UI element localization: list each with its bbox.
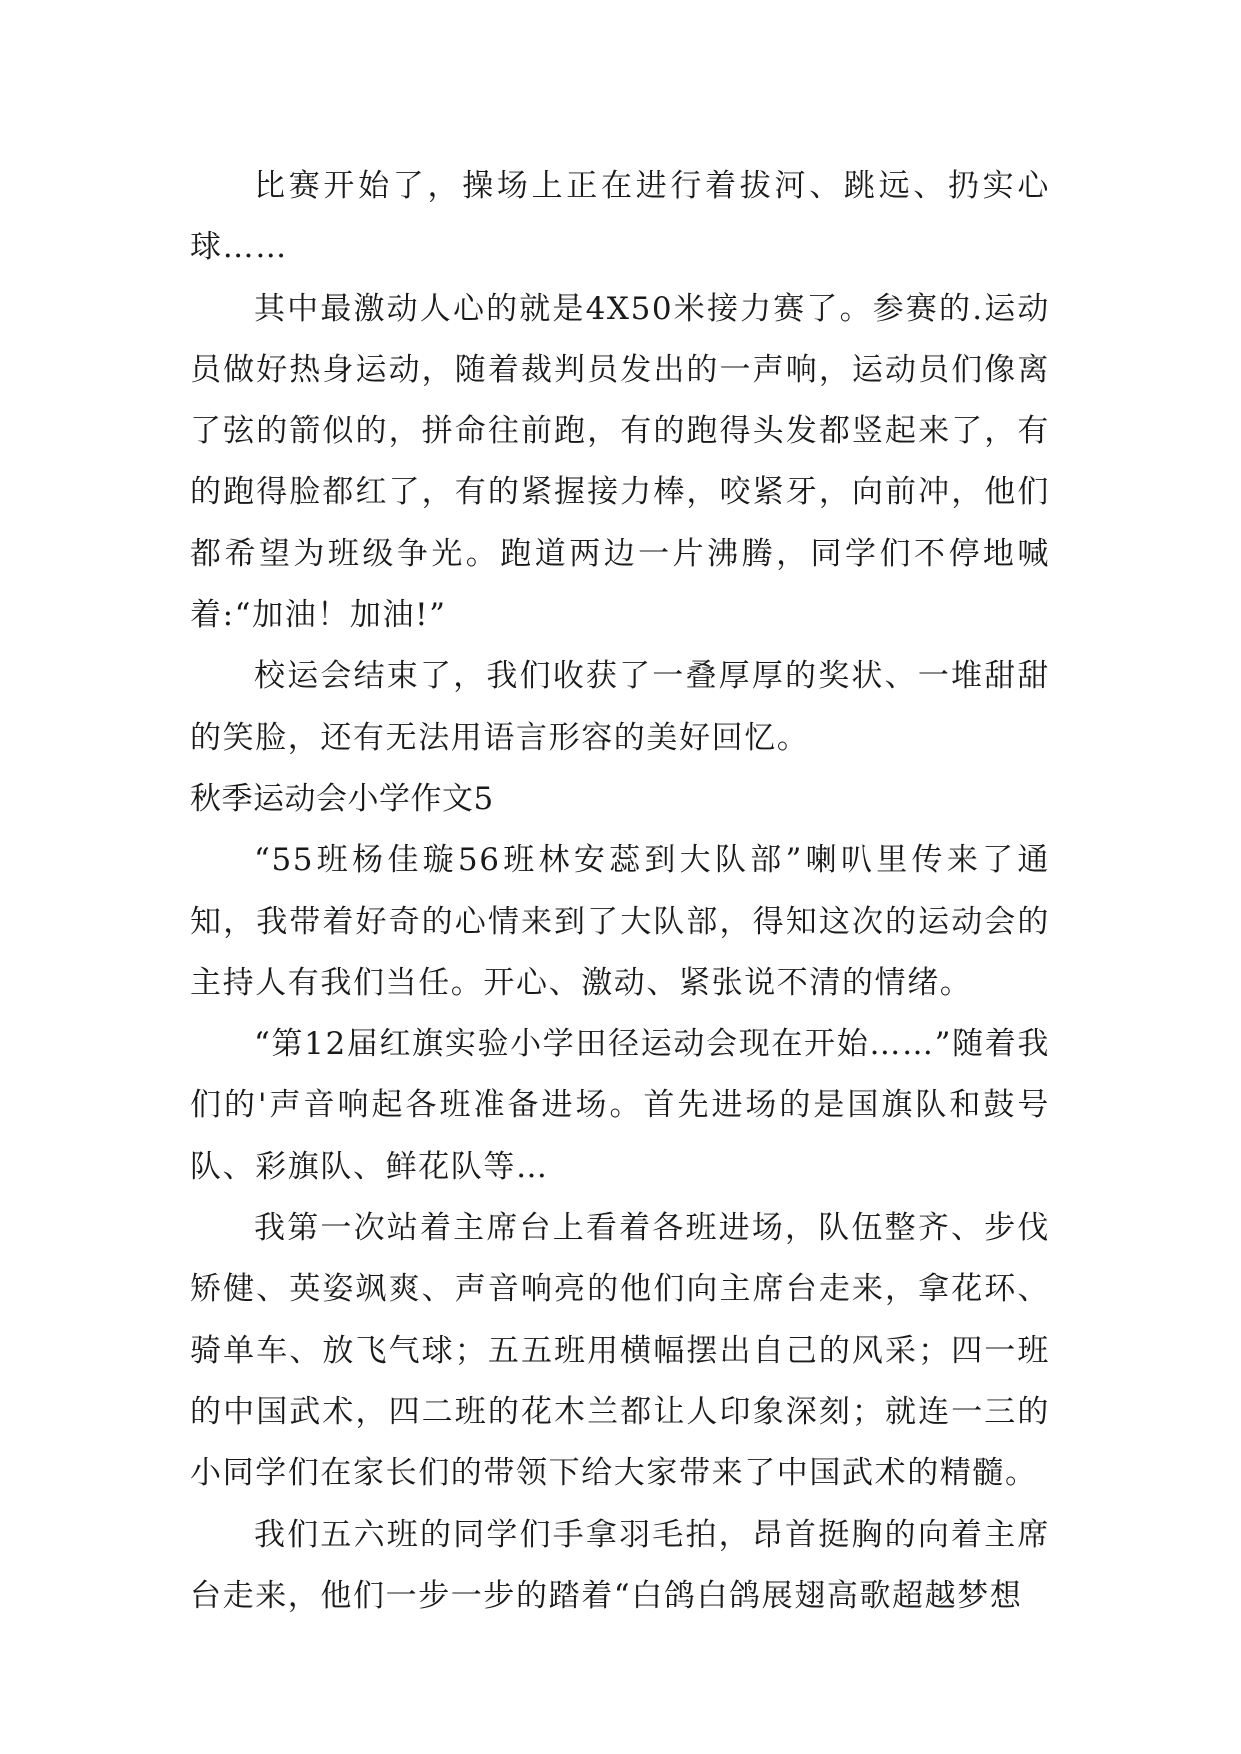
paragraph: 我们五六班的同学们手拿羽毛拍，昂首挺胸的向着主席台走来，他们一步一步的踏着“白鸽白鸽展翅高歌超越梦想 (190, 1516, 1050, 1614)
paragraph: “55班杨佳璇56班林安蕊到大队部”喇叭里传来了通知，我带着好奇的心情来到了大队部，得知这次的运动会的主持人有我们当任。开心、激动、紧张说不清的情绪。 (190, 842, 1050, 1001)
paragraph: 其中最激动人心的就是4X50米接力赛了。参赛的.运动员做好热身运动，随着裁判员发出的一声响，运动员们像离了弦的箭似的，拼命往前跑，有的跑得头发都竖起来了，有的跑得脸都红了，有的紧握接力棒，咬紧牙，向前冲，他们都希望为班级争光。跑道两边一片沸腾，同学们不停地喊着:“加油！加油!” (190, 290, 1050, 634)
section-heading: 秋季运动会小学作文5 (190, 780, 494, 817)
document-body (190, 156, 1050, 1627)
paragraph: “第12届红旗实验小学田径运动会现在开始……”随着我们的'声音响起各班准备进场。首先进场的是国旗队和鼓号队、彩旗队、鲜花队等… (190, 1026, 1050, 1185)
paragraph: 校运会结束了，我们收获了一叠厚厚的奖状、一堆甜甜的笑脸，还有无法用语言形容的美好回忆。 (190, 658, 1050, 756)
paragraph: 比赛开始了，操场上正在进行着拔河、跳远、扔实心球…… (190, 168, 1050, 266)
paragraph: 我第一次站着主席台上看着各班进场，队伍整齐、步伐矫健、英姿飒爽、声音响亮的他们向主席台走来，拿花环、骑单车、放飞气球；五五班用横幅摆出自己的风采；四一班的中国武术，四二班的花木兰都让人印象深刻；就连一三的小同学们在家长们的带领下给大家带来了中国武术的精髓。 (190, 1210, 1050, 1492)
